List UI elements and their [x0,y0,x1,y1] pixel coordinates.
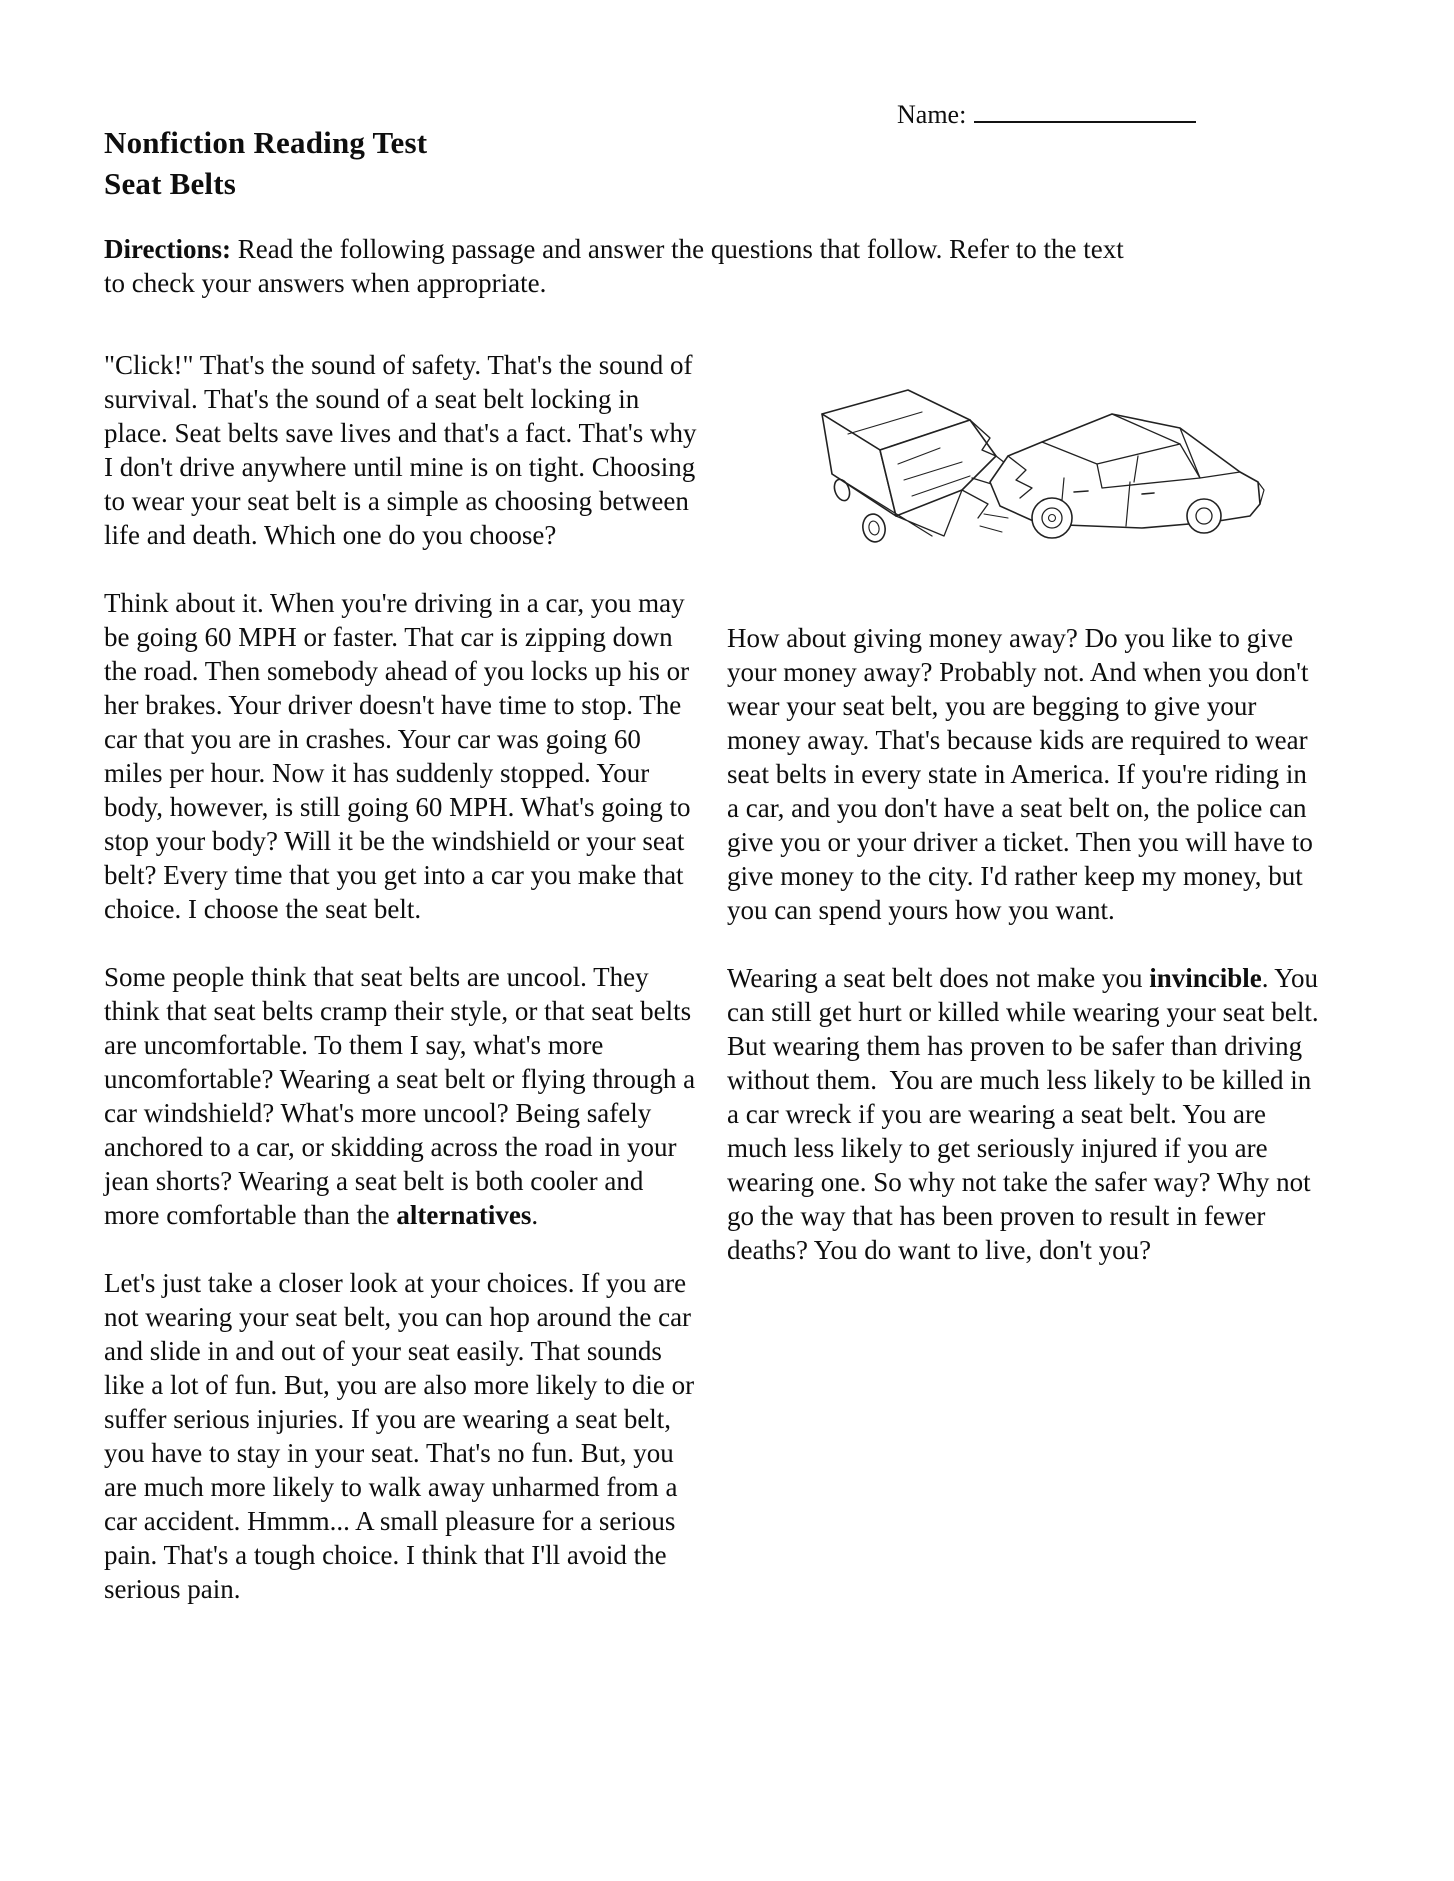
directions-text-line-2: to check your answers when appropriate. [104,268,547,298]
text-run: "Click!" That's the sound of safety. That's the sound of survival. That's the sound of a seat belt locking in place. Seat belts save lives and that's a fact. That's why I don't drive anywhere until mine is on tight. Choosing to wear your seat belt is a simple as choosing between life and death. Which one do you choose? [104,350,704,550]
name-label: Name: [897,100,967,129]
passage-paragraph [104,960,705,1232]
text-run: Think about it. When you're driving in a car, you may be going 60 MPH or faster. That car is zipping down the road. Then somebody ahead of you locks up his or her brakes. Your driver doesn't have time to stop. The car that you are in crashes. Your car was going 60 miles per hour. Now it has suddenly stopped. Your body, however, is still going 60 MPH. What's going to stop your body? Will it be the windshield or your seat belt? Every time that you get into a car you make that choice. I choose the seat belt. [104,588,698,924]
text-run: Let's just take a closer look at your choices. If you are not wearing your seat belt, you can hop around the car and slide in and out of your seat easily. That sounds like a lot of fun. But, you are also more likely to die or suffer serious injuries. If you are wearing a seat belt, you have to stay in your seat. That's no fun. But, you are much more likely to walk away unharmed from a car accident. Hmmm... A small pleasure for a serious pain. That's a tough choice. I think that I'll avoid the serious pain. [104,1268,701,1604]
passage-paragraph [727,961,1324,1267]
passage-left-column [104,348,705,1640]
text-run: Wearing a seat belt does not make you [727,963,1150,993]
text-run: . [531,1200,539,1230]
two-car-collision-drawing [812,386,1272,562]
car-crash-illustration [812,386,1272,562]
title-line-1: Nonfiction Reading Test [104,125,428,160]
directions-label: Directions: [104,234,231,264]
text-run: . You can still get hurt or killed while wearing your seat belt. But wearing them has proven to be safer than driving without them. You are much less likely to be killed in a car wreck if you are wearing a seat belt. You are much less likely to get seriously injured if you are wearing one. So why not take the safer way? Why not go the way that has been proven to result in fewer deaths? You do want to live, don't you? [727,963,1326,1265]
name-blank-line [974,119,1196,123]
name-row [897,100,1196,130]
vocab-term-bold: invincible [1149,963,1262,993]
text-run: Some people think that seat belts are uncool. They think that seat belts cramp their style, or that seat belts are uncomfortable. To them I say, what's more uncomfortable? Wearing a seat belt or flying through a car windshield? What's more uncool? Being safely anchored to a car, or skidding across the road in your jean shorts? Wearing a seat belt is both cooler and more comfortable than the [104,962,702,1230]
passage-paragraph [104,1266,705,1606]
passage-paragraph [104,586,705,926]
page-title [104,122,427,204]
directions-text-line-1: Read the following passage and answer the questions that follow. Refer to the text [230,234,1124,264]
passage-paragraph [104,348,705,552]
title-line-2: Seat Belts [104,166,237,201]
vocab-term-bold: alternatives [396,1200,532,1230]
passage-paragraph [727,621,1324,927]
directions [104,232,1344,300]
passage-right-column [727,621,1324,1301]
text-run: How about giving money away? Do you like to give your money away? Probably not. And when you don't wear your seat belt, you are begging to give your money away. That's because kids are required to wear seat belts in every state in America. If you're riding in a car, and you don't have a seat belt on, the police can give you or your driver a ticket. Then you will have to give money to the city. I'd rather keep my money, but you can spend yours how you want. [727,623,1320,925]
